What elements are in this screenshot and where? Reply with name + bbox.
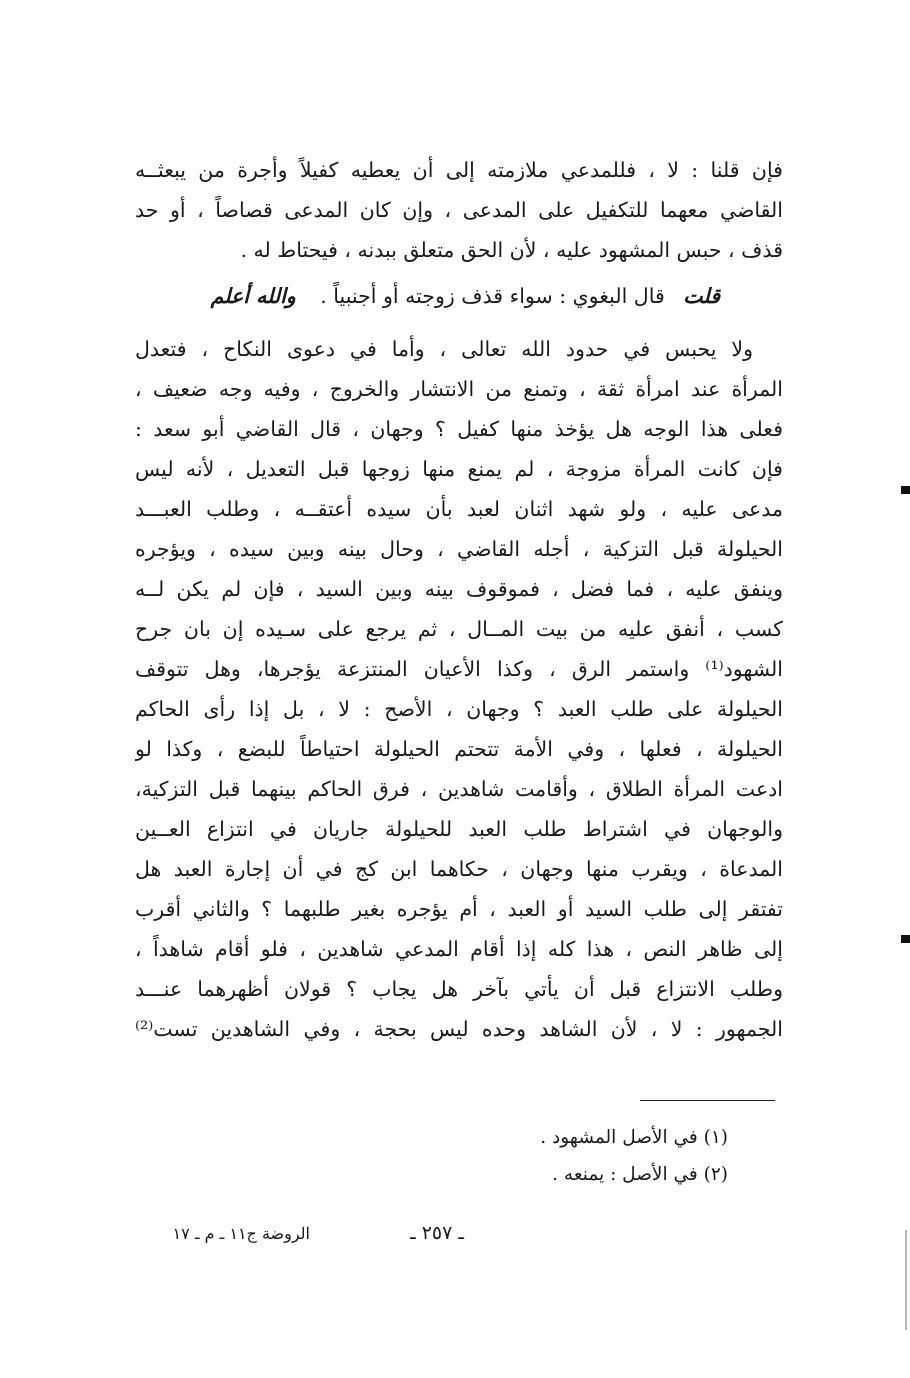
- margin-mark: [901, 935, 910, 943]
- text-line: الحيلولة قبل التزكية ، أجله القاضي ، وحال بينه وبين سيده ، ويؤجره: [135, 537, 783, 561]
- text-line: الحيلولة على طلب العبد ؟ وجهان ، الأصح : لا ، بل إذا رأى الحاكم: [135, 697, 783, 721]
- page-number: ـ ٢٥٧ ـ: [410, 1222, 464, 1244]
- text-line: المدعاة ، ويقرب منها وجهان ، حكاهما ابن كج في أن إجارة العبد هل: [135, 857, 783, 881]
- text-line: وينفق عليه ، فما فضل ، فموقوف بينه وبين السيد ، فإن لم يكن لــه: [135, 577, 783, 601]
- text-line: إلى ظاهر النص ، هذا كله إذا أقام المدعي شاهدين ، فلو أقام شاهداً ،: [135, 937, 783, 961]
- text-line: القاضي معهما للتكفيل على المدعى ، وإن كان المدعى قصاصاً ، أو حد: [135, 198, 783, 222]
- text-line: كسب ، أنفق عليه من بيت المــال ، ثم يرجع على سـيده إن بان جرح: [135, 617, 783, 641]
- page-edge-shadow: [905, 1230, 907, 1330]
- running-footer: الروضة ج١١ ـ م ـ ١٧: [172, 1224, 310, 1243]
- text-line: تفتقر إلى طلب السيد أو العبد ، أم يؤجره بغير طلبهما ؟ والثاني أقرب: [135, 897, 783, 921]
- text-line: المرأة عند امرأة ثقة ، وتمنع من الانتشار والخروج ، وفيه وجه ضعيف ،: [135, 377, 783, 401]
- text-line: والوجهان في اشتراط طلب العبد للحيلولة جاريان في انتزاع العــين: [135, 817, 783, 841]
- paragraph-2: [135, 329, 783, 1049]
- text-line: فإن قلنا : لا ، فللمدعي ملازمته إلى أن يعطيه كفيلاً وأجرة من يبعثــه: [135, 158, 783, 182]
- commentary-note: [200, 276, 720, 316]
- text-line: وطلب الانتزاع قبل أن يأتي بآخر هل يجاب ؟ قولان أظهرهما عنـــد: [135, 977, 783, 1001]
- text-line: فإن كانت المرأة مزوجة ، لم يمنع منها زوجها قبل التعديل ، لأنه ليس: [135, 457, 783, 481]
- text-line: فعلى هذا الوجه هل يؤخذ منها كفيل ؟ وجهان ، قال القاضي أبو سعد :: [135, 417, 783, 441]
- footnote-1: (١) في الأصل المشهود .: [540, 1127, 728, 1148]
- text-line: ولا يحبس في حدود الله تعالى ، وأما في دعوى النكاح ، فتعدل: [135, 337, 753, 361]
- note-suffix: والله أعلم: [210, 284, 296, 308]
- margin-mark: [901, 486, 910, 494]
- note-prefix: قلت: [683, 284, 720, 308]
- text-line: الجمهور : لا ، لأن الشاهد وحده ليس بحجة ، وفي الشاهدين تست⁽²⁾: [135, 1017, 783, 1041]
- footnote-2: (٢) في الأصل : يمنعه .: [552, 1164, 728, 1185]
- text-line: الشهود⁽¹⁾ واستمر الرق ، وكذا الأعيان المنتزعة يؤجرها، وهل تتوقف: [135, 657, 783, 681]
- footnote-separator: [640, 1100, 775, 1101]
- note-text: قال البغوي : سواء قذف زوجته أو أجنبياً .: [320, 284, 665, 308]
- text-line: الحيلولة ، فعلها ، وفي الأمة تتحتم الحيلولة احتياطاً للبضع ، وكذا لو: [135, 737, 783, 761]
- text-line: ادعت المرأة الطلاق ، وأقامت شاهدين ، فرق الحاكم بينهما قبل التزكية،: [135, 777, 783, 801]
- paragraph-1: [135, 150, 783, 270]
- text-line: قذف ، حبس المشهود عليه ، لأن الحق متعلق ببدنه ، فيحتاط له .: [240, 238, 783, 262]
- text-line: مدعى عليه ، ولو شهد اثنان لعبد بأن سيده أعتقــه ، وطلب العبـــد: [135, 497, 783, 521]
